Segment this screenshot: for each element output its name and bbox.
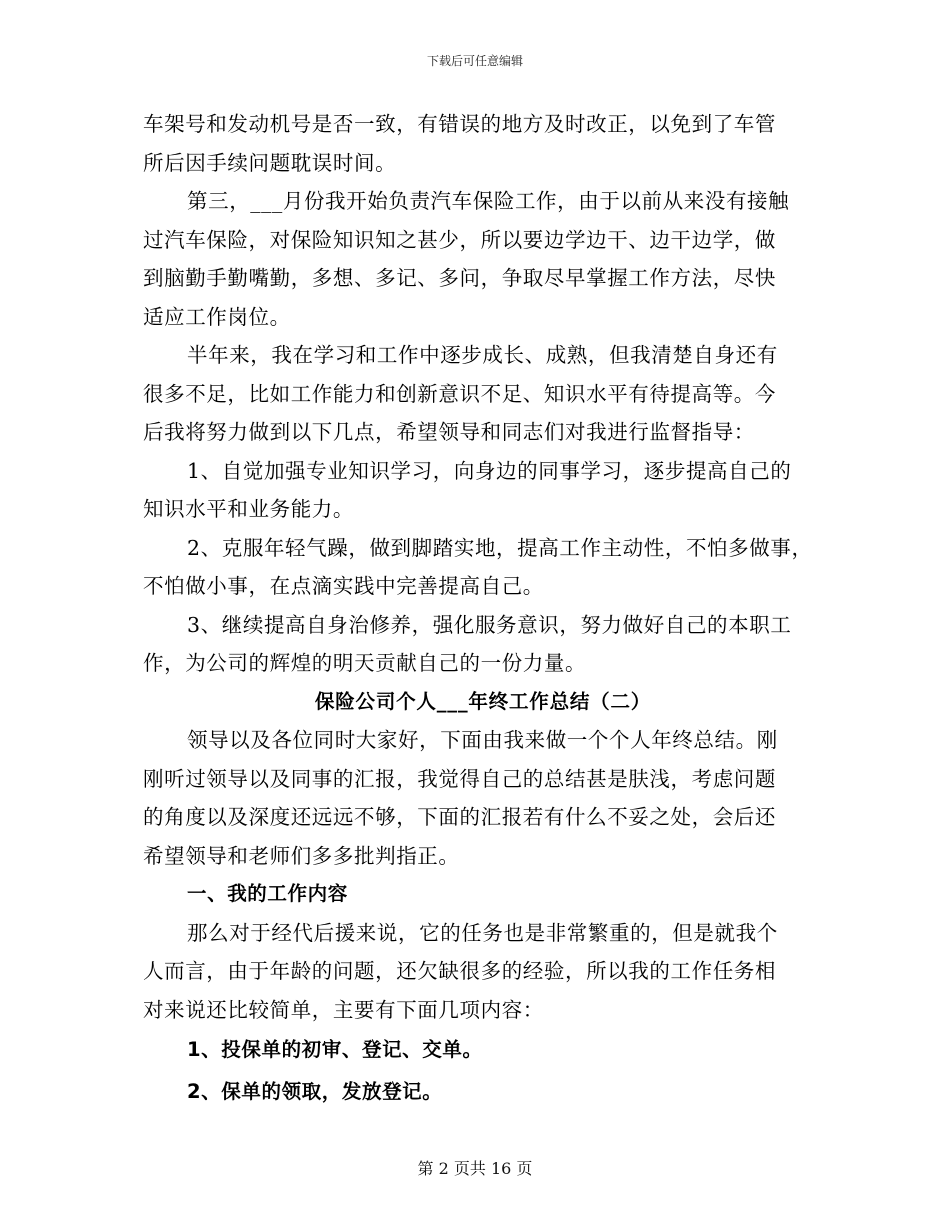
document-body [143,105,823,1113]
body-line: 人而言，由于年龄的问题，还欠缺很多的经验，所以我的工作任务相 [143,959,776,983]
body-line: 领导以及各位同时大家好，下面由我来做一个个人年终总结。刚 [187,728,778,752]
page-header: 下载后可任意编辑 [426,54,523,68]
body-line: 1、自觉加强专业知识学习，向身边的同事学习，逐步提高自己的 [187,458,792,483]
body-line: 车架号和发动机号是否一致，有错误的地方及时改正，以免到了车管 [143,112,776,136]
body-line: 到脑勤手勤嘴勤，多想、多记、多问，争取尽早掌握工作方法，尽快 [143,266,776,290]
body-line: 第三，___月份我开始负责汽车保险工作，由于以前从来没有接触 [187,189,790,213]
body-line: 3、继续提高自身治修养，强化服务意识，努力做好自己的本职工 [187,612,792,637]
body-line: 过汽车保险，对保险知识知之甚少，所以要边学边干、边干边学，做 [143,227,776,252]
body-line: 刚听过领导以及同事的汇报，我觉得自己的总结甚是肤浅，考虑问题 [143,766,776,791]
body-line: 后我将努力做到以下几点，希望领导和同志们对我进行监督指导： [143,420,755,444]
section-heading: 一、我的工作内容 [187,882,348,905]
body-line: 不怕做小事，在点滴实践中完善提高自己。 [143,574,544,598]
body-line: 作，为公司的辉煌的明天贡献自己的一份力量。 [143,651,587,675]
list-item: 2、保单的领取，发放登记。 [187,1080,443,1103]
body-line: 知识水平和业务能力。 [143,497,354,521]
section-title: 保险公司个人___年终工作总结（二） [314,689,652,713]
page-footer: 第 2 页共 16 页 [417,1159,533,1178]
body-line: 希望领导和老师们多多批判指正。 [143,843,460,868]
body-line: 那么对于经代后援来说，它的任务也是非常繁重的，但是就我个 [187,920,778,945]
body-line: 所后因手续问题耽误时间。 [143,150,397,175]
body-line: 很多不足，比如工作能力和创新意识不足、知识水平有待提高等。今 [143,381,776,406]
body-line: 对来说还比较简单，主要有下面几项内容： [143,997,544,1022]
body-line: 的角度以及深度还远远不够，下面的汇报若有什么不妥之处，会后还 [143,805,776,829]
body-line: 2、克服年轻气躁，做到脚踏实地，提高工作主动性，不怕多做事， [187,535,813,560]
list-item: 1、投保单的初审、登记、交单。 [187,1038,483,1061]
body-line: 半年来，我在学习和工作中逐步成长、成熟，但我清楚自身还有 [187,343,778,367]
body-line: 适应工作岗位。 [143,304,291,329]
